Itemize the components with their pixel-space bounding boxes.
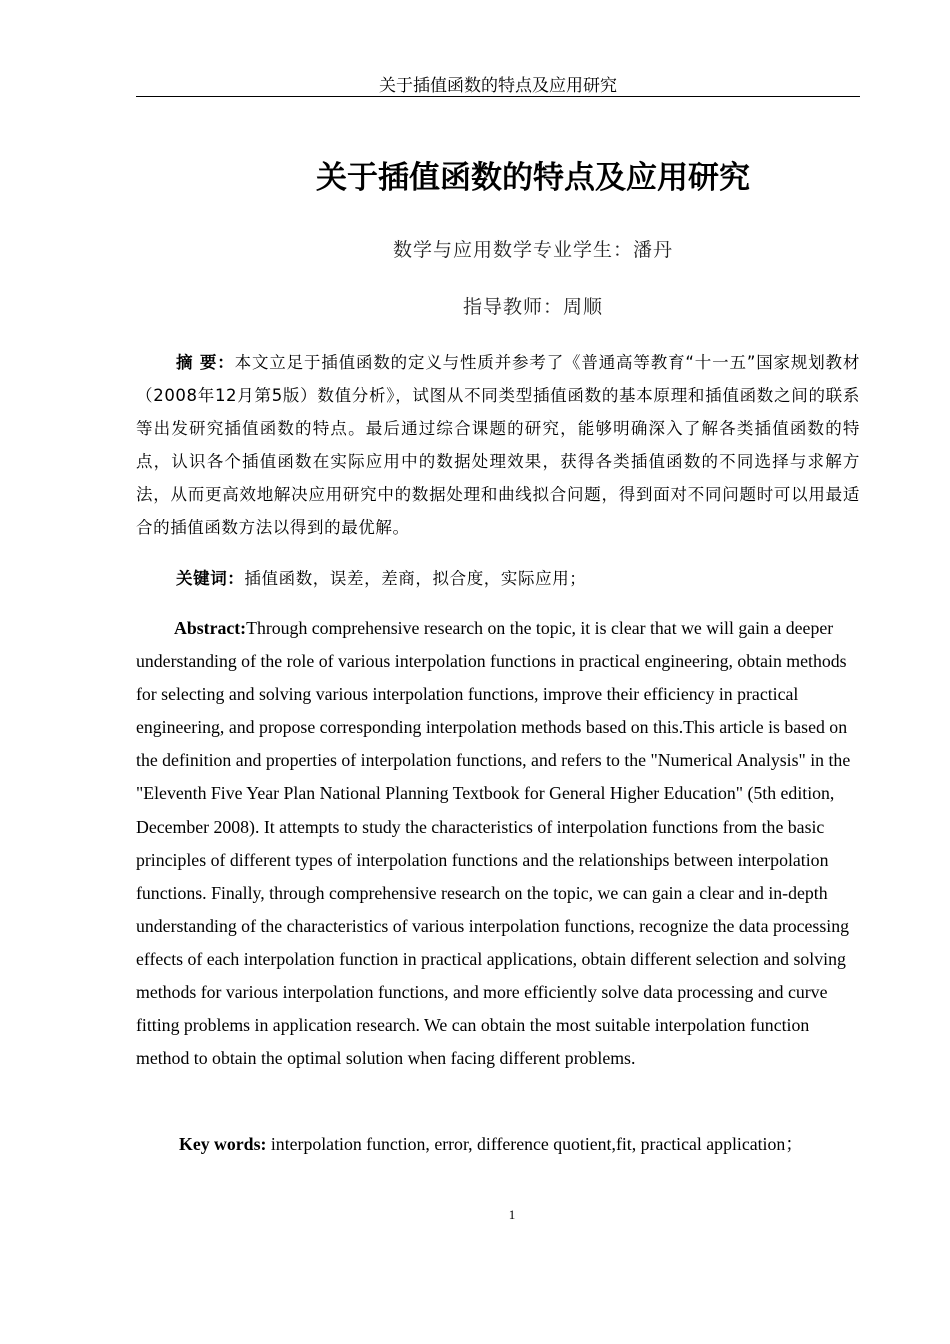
chinese-abstract-text: 本文立足于插值函数的定义与性质并参考了《普通高等教育“十一五”国家规划教材（2008年12月第5版）数值分析》，试图从不同类型插值函数的基本原理和插值函数之间的联系等出发研究插值函数的特点。最后通过综合课题的研究，能够明确深入了解各类插值函数的特点，认识各个插值函数在实际应用中的数据处理效果，获得各类插值函数的不同选择与求解方法，从而更高效地解决应用研究中的数据处理和曲线拟合问题，得到面对不同问题时可以用最适合的插值函数方法以得到的最优解。 [136,353,860,537]
author-line: 数学与应用数学专业学生：潘丹 [392,239,673,261]
chinese-abstract-label: 摘 要： [176,353,235,372]
chinese-keywords-label: 关键词： [176,569,245,588]
page-number: 1 [508,1207,516,1222]
chinese-keywords-text: 插值函数，误差，差商，拟合度，实际应用； [244,569,587,588]
chinese-abstract [136,346,860,544]
english-abstract-text: Through comprehensive research on the topic, it is clear that we will gain a deeper understanding of the role of various interpolation functions in practical engineering, obtain methods for selecting and solving various interpolation functions, improve their efficiency in practical engineering, and propose corresponding interpolation methods based on this.This article is based on the definition and properties of interpolation functions, and refers to the "Numerical Analysis" in the "Eleventh Five Year Plan National Planning Textbook for General Higher Education" (5th edition, December 2008). It attempts to study the characteristics of interpolation functions from the basic principles of different types of interpolation functions and the relationships between interpolation functions. Finally, through comprehensive research on the topic, we can gain a clear and in-depth understanding of the characteristics of various interpolation functions, recognize the data processing effects of each interpolation function in practical applications, obtain different selection and solving methods for various interpolation functions, and more efficiently solve data processing and curve fitting problems in application research. We can obtain the most suitable interpolation function method to obtain the optimal solution when facing different problems. [136,618,851,1069]
english-keywords [136,1128,860,1161]
running-header: 关于插值函数的特点及应用研究 [379,76,617,96]
paper-title: 关于插值函数的特点及应用研究 [316,160,750,196]
english-abstract [136,612,860,1075]
english-abstract-label: Abstract: [174,618,247,638]
english-keywords-label: Key words: [179,1134,267,1154]
chinese-keywords [136,562,860,595]
english-keywords-text: interpolation function, error, difference quotient,fit, practical application； [266,1134,804,1154]
header-rule [136,96,860,97]
advisor-line: 指导教师：周顺 [462,296,603,318]
